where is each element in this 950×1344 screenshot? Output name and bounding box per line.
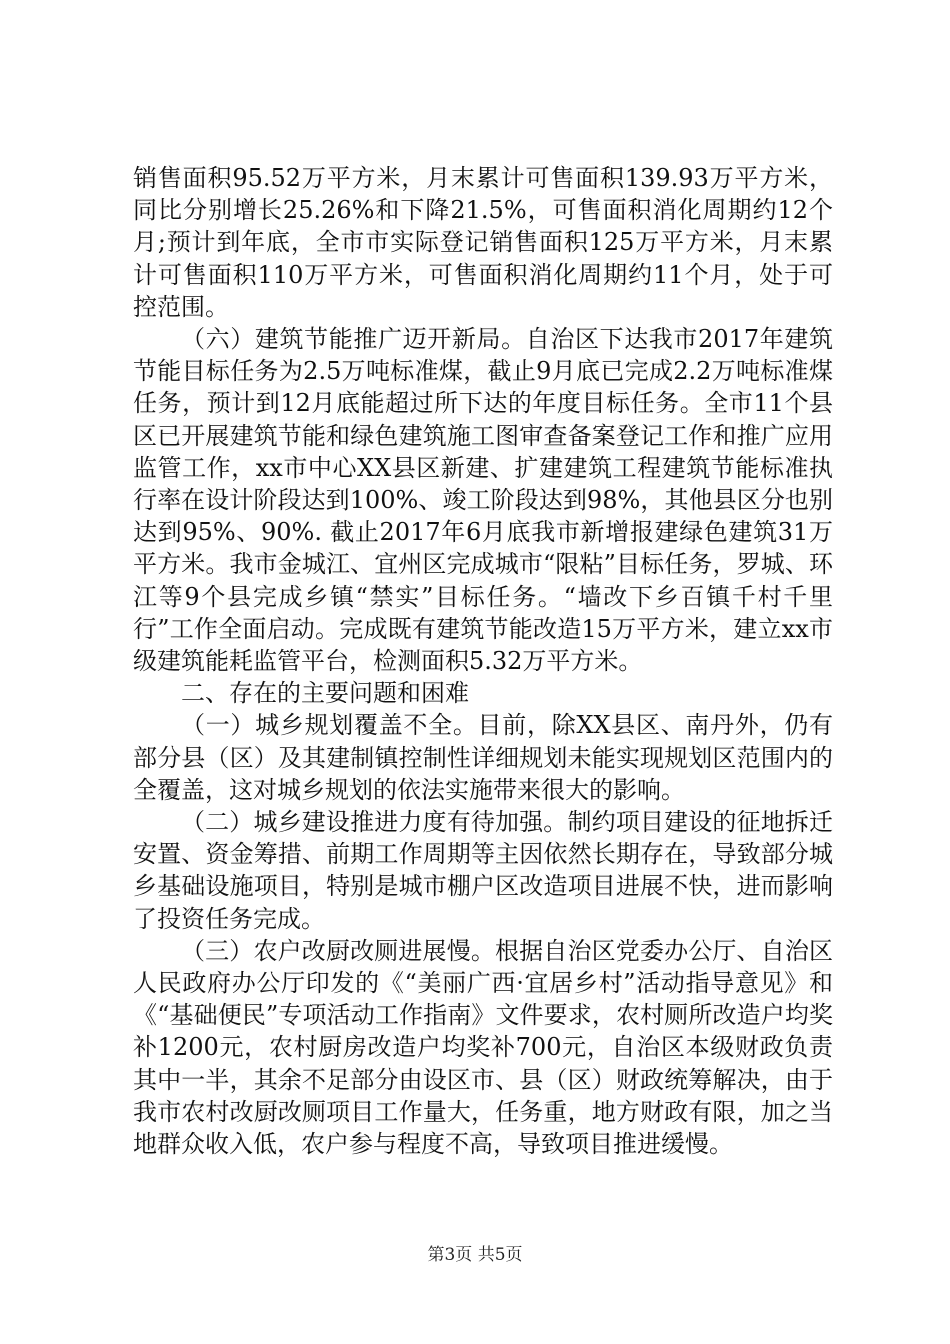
paragraph-planning-coverage: （一）城乡规划覆盖不全。目前，除XX县区、南丹外，仍有部分县（区）及其建制镇控制性详细规划未能实现规划区范围内的全覆盖，这对城乡规划的依法实施带来很大的影响。 <box>133 711 833 804</box>
page-number-footer: 第3页 共5页 <box>427 1245 523 1265</box>
document-body <box>133 162 833 1160</box>
paragraph-construction-progress: （二）城乡建设推进力度有待加强。制约项目建设的征地拆迁安置、资金筹措、前期工作周期等主因依然长期存在，导致部分城乡基础设施项目，特别是城市棚户区改造项目进展不快，进而影响了投资任务完成。 <box>133 808 833 933</box>
paragraph-sales-area: 销售面积95.52万平方米，月末累计可售面积139.93万平方米，同比分别增长25.26%和下降21.5%，可售面积消化周期约12个月;预计到年底，全市市实际登记销售面积125万平方米，月末累计可售面积110万平方米，可售面积消化周期约11个月，处于可控范围。 <box>133 164 833 321</box>
paragraph-kitchen-toilet-renovation: （三）农户改厨改厕进展慢。根据自治区党委办公厅、自治区人民政府办公厅印发的《“美丽广西·宜居乡村”活动指导意见》和《“基础便民”专项活动工作指南》文件要求，农村厕所改造户均奖补1200元，农村厨房改造户均奖补700元，自治区本级财政负责其中一半，其余不足部分由设区市、县（区）财政统筹解决，由于我市农村改厨改厕项目工作量大，任务重，地方财政有限，加之当地群众收入低，农户参与程度不高，导致项目推进缓慢。 <box>133 936 833 1159</box>
paragraph-building-energy-saving: （六）建筑节能推广迈开新局。自治区下达我市2017年建筑节能目标任务为2.5万吨标准煤，截止9月底已完成2.2万吨标准煤任务，预计到12月底能超过所下达的年度目标任务。全市11个县区已开展建筑节能和绿色建筑施工图审查备案登记工作和推广应用监管工作，xx市中心XX县区新建、扩建建筑工程建筑节能标准执行率在设计阶段达到100%、竣工阶段达到98%，其他县区分也别达到95%、90%. 截止2017年6月底我市新增报建绿色建筑31万平方米。我市金城江、宜州区完成城市“限粘”目标任务，罗城、环江等9个县完成乡镇“禁实”目标任务。“墙改下乡百镇千村千里行”工作全面启动。完成既有建筑节能改造15万平方米，建立xx市级建筑能耗监管平台，检测面积5.32万平方米。 <box>133 325 833 676</box>
section-heading-problems: 二、存在的主要问题和困难 <box>181 679 469 708</box>
